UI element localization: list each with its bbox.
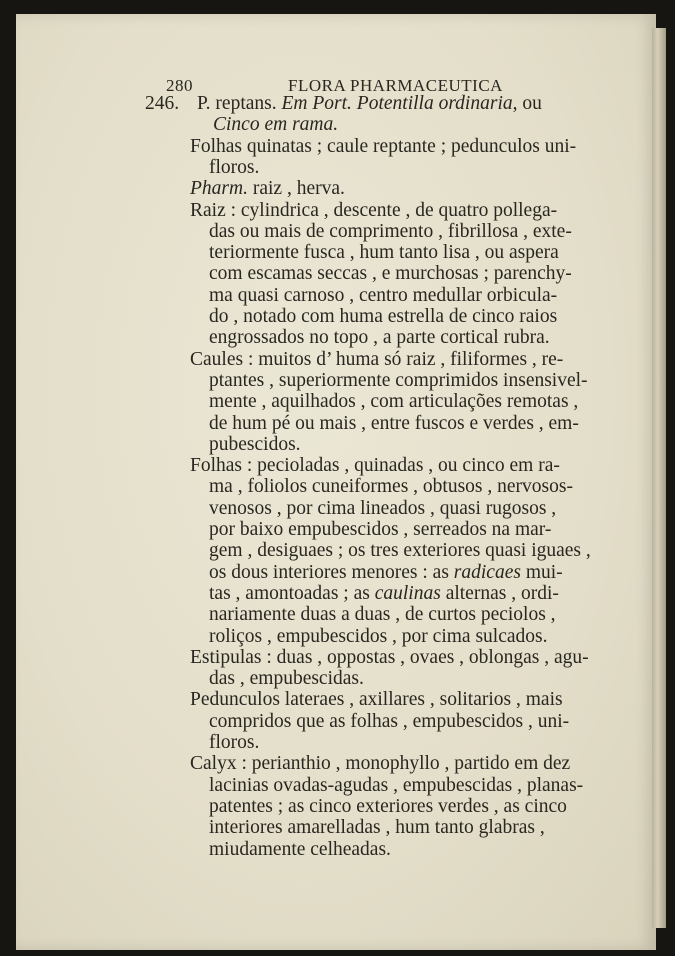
text-span: Caules : muitos d’ huma só raiz , filiformes , re-: [190, 348, 564, 370]
text-line: [213, 114, 338, 135]
text-span: mente , aquilhados , com articulações remotas ,: [209, 391, 579, 413]
entry-number: 246.: [145, 93, 180, 114]
italic-text: caulinas: [374, 582, 441, 604]
text-line: [209, 370, 588, 391]
text-line: [197, 93, 542, 114]
text-line: [190, 349, 563, 370]
text-line: [209, 327, 550, 348]
text-line: [209, 711, 569, 732]
text-span: por baixo empubescidos , serreados na mar-: [209, 519, 552, 540]
text-line: [209, 391, 578, 412]
text-line: [190, 178, 345, 199]
italic-text: Cinco em rama.: [213, 114, 339, 136]
text-line: [190, 136, 576, 157]
text-span: teriormente fusca , hum tanto lisa , ou aspera: [209, 242, 559, 264]
text-span: roliços , empubescidos , por cima sulcados.: [209, 625, 548, 647]
text-line: [190, 647, 589, 668]
text-line: [209, 263, 572, 284]
text-span: raiz , herva.: [247, 178, 345, 200]
text-span: Pedunculos lateraes , axillares , solitarios , mais: [190, 689, 563, 711]
text-span: engrossados no topo , a parte cortical rubra.: [209, 327, 550, 349]
text-line: [190, 753, 570, 774]
italic-text: Em Port. Potentilla ordinaria: [281, 93, 513, 114]
text-span: com escamas seccas , e murchosas ; parenchy-: [209, 263, 572, 285]
text-span: lacinias ovadas-agudas , empubescidas , planas-: [209, 774, 584, 796]
text-span: Estipulas : duas , oppostas , ovaes , oblongas , agu-: [190, 646, 589, 668]
page-number: 280: [166, 76, 193, 95]
text-span: das ou mais de comprimento , fibrillosa , exte-: [209, 220, 572, 242]
text-line: [209, 668, 364, 689]
text-span: pubescidos.: [209, 433, 301, 455]
text-line: [209, 839, 391, 860]
text-line: [209, 562, 563, 583]
text-span: venosos , por cima lineados , quasi rugosos ,: [209, 497, 557, 519]
text-line: [209, 519, 551, 540]
text-line: [209, 540, 591, 561]
text-span: P. reptans.: [197, 93, 282, 114]
text-span: ptantes , superiormente comprimidos insensivel-: [209, 369, 588, 391]
text-line: [209, 604, 556, 625]
text-line: [209, 732, 259, 753]
text-line: [209, 817, 545, 838]
text-line: [190, 455, 560, 476]
text-line: [209, 775, 583, 796]
page-edge: [652, 28, 666, 928]
text-span: ma quasi carnoso , centro medullar orbicula-: [209, 284, 558, 306]
italic-text: radicaes: [453, 561, 521, 583]
text-line: [209, 498, 556, 519]
text-span: , ou: [512, 93, 542, 114]
text-line: [209, 306, 557, 327]
text-line: [209, 242, 559, 263]
text-span: nariamente duas a duas , de curtos peciolos ,: [209, 604, 556, 626]
text-line: [209, 796, 567, 817]
text-span: compridos que as folhas , empubescidos , uni-: [209, 710, 570, 732]
text-line: [209, 434, 301, 455]
running-title: FLORA PHARMACEUTICA: [288, 76, 503, 95]
text-span: Raiz : cylindrica , descente , de quatro pollega-: [190, 199, 558, 221]
text-span: os dous interiores menores : as: [209, 561, 454, 583]
text-line: [190, 689, 563, 710]
text-line: [209, 285, 557, 306]
text-span: mui-: [520, 561, 563, 583]
text-line: [190, 200, 557, 221]
text-line: [209, 583, 559, 604]
text-span: floros.: [209, 732, 260, 753]
italic-text: Pharm.: [190, 178, 248, 200]
text-line: [209, 221, 572, 242]
text-span: floros.: [209, 156, 260, 178]
text-line: [209, 157, 259, 178]
text-span: gem , desiguaes ; os tres exteriores quasi iguaes ,: [209, 540, 591, 562]
text-span: ma , foliolos cuneiformes , obtusos , nervosos-: [209, 476, 573, 498]
text-line: [209, 626, 547, 647]
text-span: Folhas quinatas ; caule reptante ; pedunculos uni-: [190, 135, 577, 157]
text-span: Folhas : pecioladas , quinadas , ou cinco em ra-: [190, 455, 560, 477]
text-span: do , notado com huma estrella de cinco raios: [209, 306, 558, 327]
text-line: [209, 476, 573, 497]
text-span: miudamente celheadas.: [209, 838, 391, 860]
text-span: interiores amarelladas , hum tanto glabras ,: [209, 817, 545, 839]
text-span: tas , amontoadas ; as: [209, 582, 375, 604]
text-span: de hum pé ou mais , entre fuscos e verdes , em-: [209, 412, 579, 434]
text-span: Calyx : perianthio , monophyllo , partido em dez: [190, 753, 571, 775]
text-line: [209, 413, 579, 434]
text-span: alternas , ordi-: [440, 582, 559, 604]
text-span: das , empubescidas.: [209, 668, 364, 690]
text-span: patentes ; as cinco exteriores verdes , as cinco: [209, 795, 567, 817]
